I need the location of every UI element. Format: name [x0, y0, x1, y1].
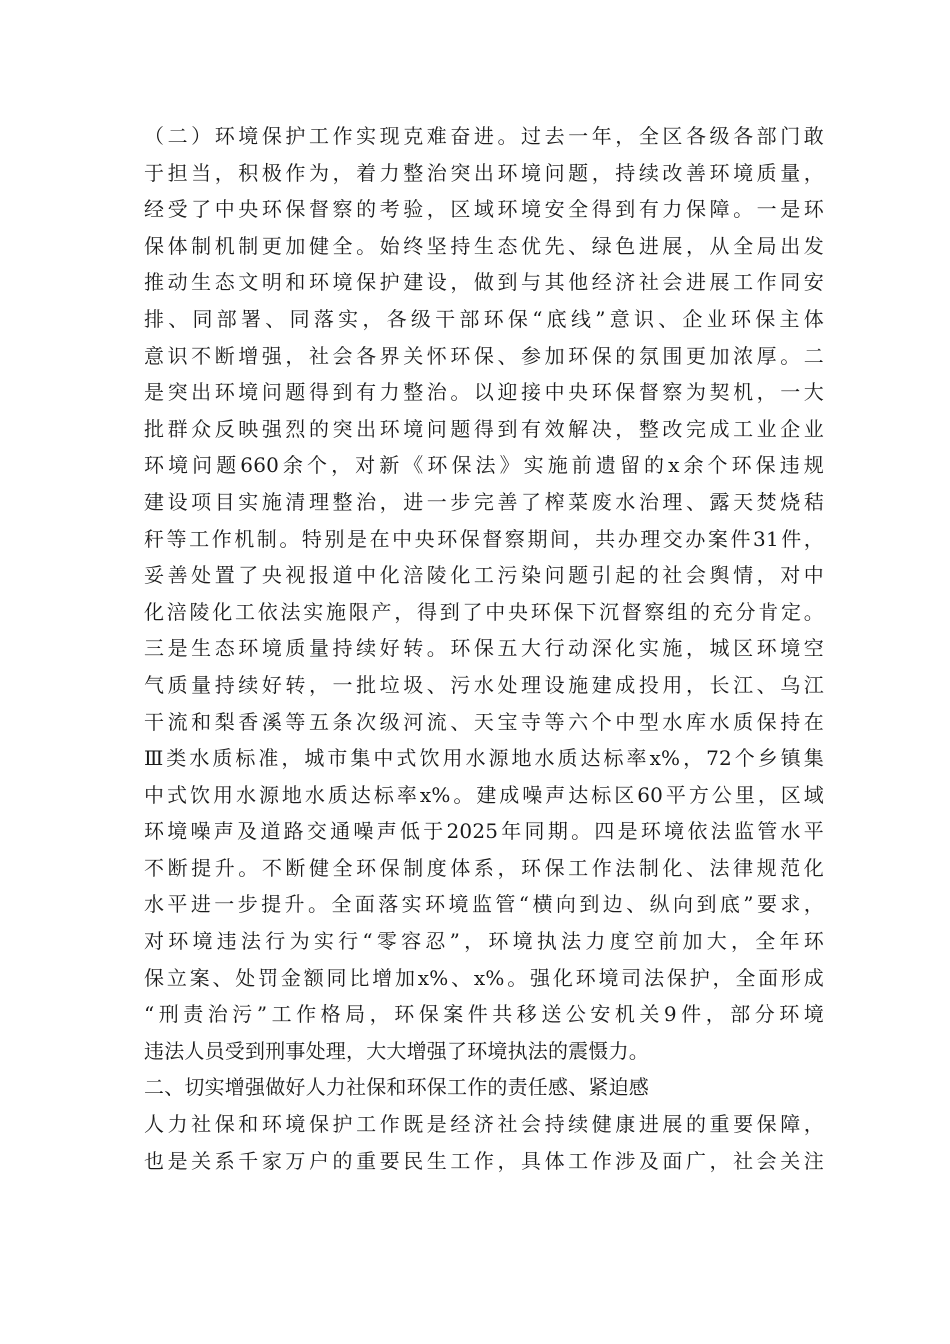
text-line: 水平进一步提升。全面落实环境监管“横向到边、纵向到底”要求， [144, 892, 824, 917]
text-line: （二）环境保护工作实现克难奋进。过去一年，全区各级各部门敢 [144, 124, 824, 148]
text-line: 保立案、处罚金额同比增加x%、x%。强化环境司法保护，全面形成 [144, 965, 824, 990]
text-line: 妥善处置了央视报道中化涪陵化工污染问题引起的社会舆情，对中 [144, 563, 824, 588]
text-line: 中式饮用水源地水质达标率x%。建成噪声达标区60平方公里，区域 [144, 782, 824, 807]
text-line: 干流和梨香溪等五条次级河流、天宝寺等六个中型水库水质保持在 [144, 709, 824, 734]
text-line: 环境噪声及道路交通噪声低于2025年同期。四是环境依法监管水平 [144, 819, 824, 844]
text-line: 对环境违法行为实行“零容忍”，环境执法力度空前加大，全年环 [144, 929, 824, 954]
text-line: 违法人员受到刑事处理，大大增强了环境执法的震慑力。 [144, 1038, 649, 1063]
text-line: 不断提升。不断健全环保制度体系，环保工作法制化、法律规范化 [144, 855, 824, 880]
body-text [144, 118, 824, 1179]
text-line: 意识不断增强，社会各界关怀环保、参加环保的氛围更加浓厚。二 [144, 343, 824, 368]
text-line: 经受了中央环保督察的考验，区域环境安全得到有力保障。一是环 [144, 197, 824, 222]
text-line: 环境问题660余个，对新《环保法》实施前遗留的x余个环保违规 [144, 453, 824, 478]
text-line: 于担当，积极作为，着力整治突出环境问题，持续改善环境质量， [144, 160, 824, 185]
text-line: “刑责治污”工作格局，环保案件共移送公安机关9件，部分环境 [144, 1002, 824, 1027]
text-line: 三是生态环境质量持续好转。环保五大行动深化实施，城区环境空 [144, 636, 824, 661]
text-line: Ⅲ类水质标准，城市集中式饮用水源地水质达标率x%，72个乡镇集 [144, 746, 824, 771]
text-line: 人力社保和环境保护工作既是经济社会持续健康进展的重要保障， [144, 1112, 824, 1137]
text-line: 也是关系千家万户的重要民生工作，具体工作涉及面广，社会关注 [144, 1148, 824, 1173]
text-line: 排、同部署、同落实，各级干部环保“底线”意识、企业环保主体 [144, 306, 824, 331]
text-line: 化涪陵化工依法实施限产，得到了中央环保下沉督察组的充分肯定。 [144, 599, 824, 624]
text-line: 推动生态文明和环境保护建设，做到与其他经济社会进展工作同安 [144, 270, 824, 295]
text-line: 批群众反映强烈的突出环境问题得到有效解决，整改完成工业企业 [144, 416, 824, 441]
text-line: 是突出环境问题得到有力整治。以迎接中央环保督察为契机，一大 [144, 380, 824, 405]
text-line: 秆等工作机制。特别是在中央环保督察期间，共办理交办案件31件， [144, 526, 824, 551]
text-line: 气质量持续好转，一批垃圾、污水处理设施建成投用，长江、乌江 [144, 672, 824, 697]
text-line: 保体制机制更加健全。始终坚持生态优先、绿色进展，从全局出发 [144, 233, 824, 258]
section-heading: 二、切实增强做好人力社保和环保工作的责任感、紧迫感 [144, 1075, 649, 1100]
text-line: 建设项目实施清理整治，进一步完善了榨菜废水治理、露天焚烧秸 [144, 489, 824, 514]
